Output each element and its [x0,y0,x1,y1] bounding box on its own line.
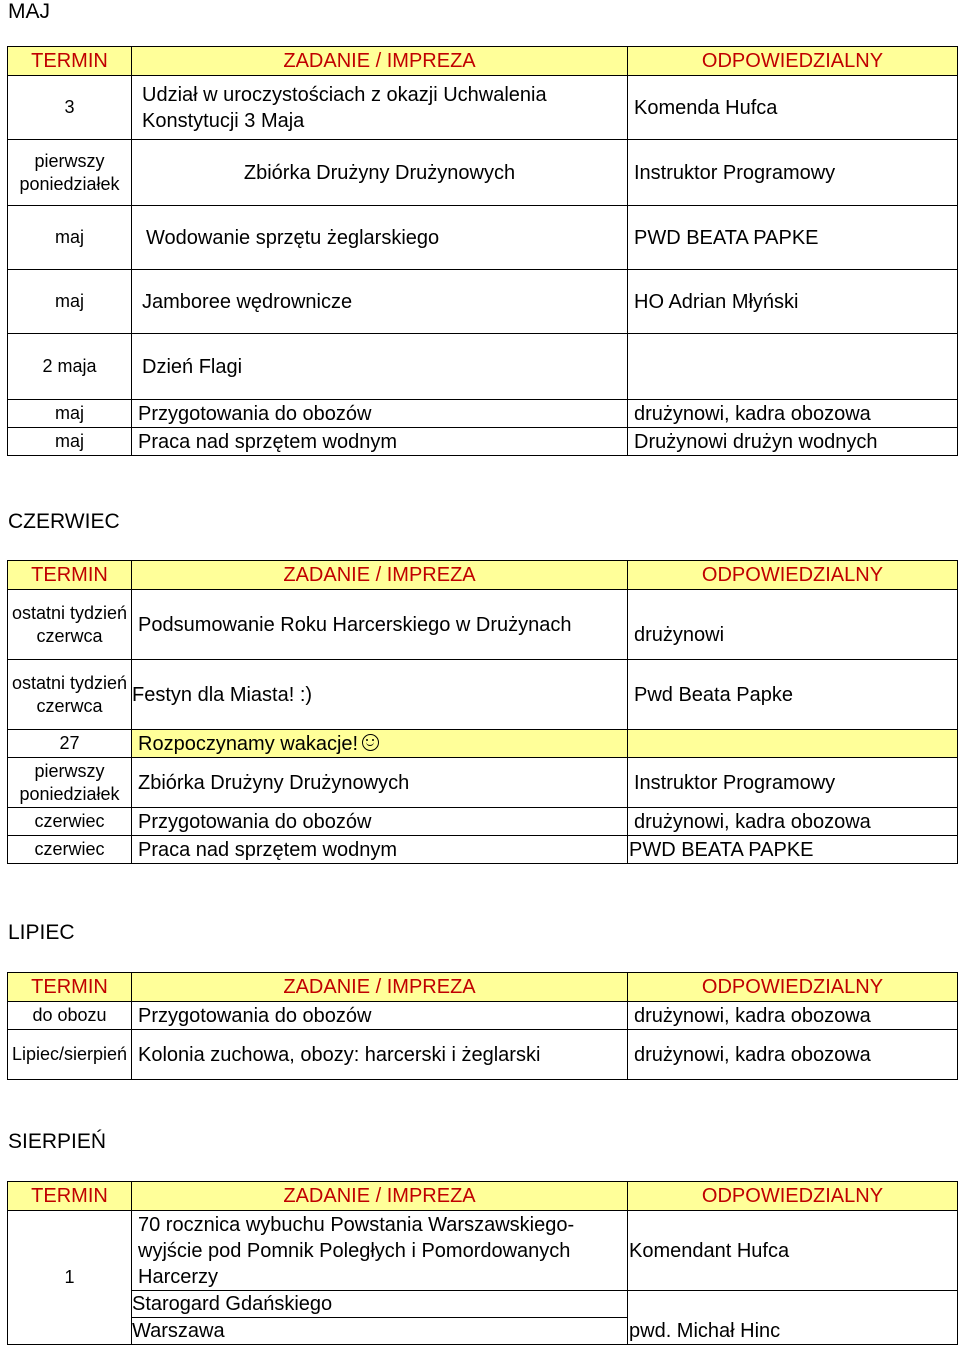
cell-zadanie-text: Rozpoczynamy wakacje! [138,732,359,755]
table-row [8,400,958,428]
header-termin: TERMIN [8,561,132,590]
cell-odpowiedzialny: drużynowi, kadra obozowa [628,808,958,836]
cell-termin: do obozu [8,1002,132,1030]
month-title-sierpien: SIERPIEŃ [8,1130,107,1153]
cell-zadanie: Praca nad sprzętem wodnym [132,836,628,864]
cell-zadanie: Przygotowania do obozów [132,808,628,836]
header-termin: TERMIN [8,973,132,1002]
cell-termin: maj [8,400,132,428]
table-row [8,660,958,730]
table-row [8,428,958,456]
header-termin: TERMIN [8,47,132,76]
cell-termin: 27 [8,730,132,758]
month-title-lipiec: LIPIEC [8,921,75,944]
header-odpowiedzialny: ODPOWIEDZIALNY [628,561,958,590]
table-row [8,590,958,660]
table-row [8,76,958,140]
cell-zadanie: Jamboree wędrownicze [132,270,628,334]
cell-odpowiedzialny: drużynowi, kadra obozowa [628,1030,958,1080]
cell-zadanie: Podsumowanie Roku Harcerskiego w Drużynach [132,590,628,660]
table-row [8,836,958,864]
cell-termin: ostatni tydzień czerwca [8,660,132,730]
table-row [8,206,958,270]
table-header [8,1182,958,1211]
cell-zadanie: Udział w uroczystościach z okazji Uchwalenia Konstytucji 3 Maja [132,76,628,140]
table-row [8,270,958,334]
table-row [8,1211,958,1291]
table-row [8,1291,958,1318]
cell-zadanie: Praca nad sprzętem wodnym [132,428,628,456]
cell-odpowiedzialny: Drużynowi drużyn wodnych [628,428,958,456]
cell-zadanie: Warszawa [132,1318,628,1345]
table-row [8,758,958,808]
smiley-icon [362,734,379,751]
cell-odpowiedzialny: Instruktor Programowy [628,758,958,808]
cell-termin: Lipiec/sierpień [8,1030,132,1080]
cell-termin: maj [8,270,132,334]
cell-zadanie: Dzień Flagi [132,334,628,400]
cell-odpowiedzialny: Pwd Beata Papke [628,660,958,730]
cell-odpowiedzialny: HO Adrian Młyński [628,270,958,334]
cell-odpowiedzialny: Instruktor Programowy [628,140,958,206]
cell-termin: czerwiec [8,836,132,864]
cell-zadanie: Kolonia zuchowa, obozy: harcerski i żeglarski [132,1030,628,1080]
cell-termin: 2 maja [8,334,132,400]
cell-odpowiedzialny [628,334,958,400]
table-row [8,1002,958,1030]
header-termin: TERMIN [8,1182,132,1211]
cell-termin: czerwiec [8,808,132,836]
table-row [8,334,958,400]
cell-termin: 1 [8,1211,132,1345]
month-title-maj: MAJ [8,0,50,23]
table-row [8,730,958,758]
header-zadanie: ZADANIE / IMPREZA [132,47,628,76]
cell-odpowiedzialny: drużynowi, kadra obozowa [628,400,958,428]
cell-odpowiedzialny: Komendant Hufca [628,1211,958,1291]
table-header [8,561,958,590]
cell-zadanie: Festyn dla Miasta! :) [132,660,628,730]
schedule-table-sierpien [7,1181,958,1345]
cell-termin: maj [8,428,132,456]
cell-zadanie: Zbiórka Drużyny Drużynowych [132,140,628,206]
table-row [8,140,958,206]
cell-termin: 3 [8,76,132,140]
cell-termin: pierwszy poniedziałek [8,140,132,206]
cell-zadanie: Przygotowania do obozów [132,1002,628,1030]
cell-zadanie [132,730,628,758]
schedule-table-maj [7,46,958,456]
month-title-czerwiec: CZERWIEC [8,510,120,533]
table-header [8,973,958,1002]
cell-odpowiedzialny: drużynowi, kadra obozowa [628,1002,958,1030]
cell-odpowiedzialny: PWD BEATA PAPKE [628,206,958,270]
schedule-table-lipiec [7,972,958,1080]
header-zadanie: ZADANIE / IMPREZA [132,561,628,590]
cell-odpowiedzialny [628,730,958,758]
cell-termin: pierwszy poniedziałek [8,758,132,808]
cell-odpowiedzialny: pwd. Michał Hinc [628,1291,958,1345]
table-row [8,1030,958,1080]
cell-zadanie: Zbiórka Drużyny Drużynowych [132,758,628,808]
cell-termin: maj [8,206,132,270]
cell-odpowiedzialny: Komenda Hufca [628,76,958,140]
header-zadanie: ZADANIE / IMPREZA [132,973,628,1002]
header-odpowiedzialny: ODPOWIEDZIALNY [628,973,958,1002]
cell-termin: ostatni tydzień czerwca [8,590,132,660]
cell-zadanie: Wodowanie sprzętu żeglarskiego [132,206,628,270]
header-odpowiedzialny: ODPOWIEDZIALNY [628,1182,958,1211]
cell-zadanie: 70 rocznica wybuchu Powstania Warszawskiego- wyjście pod Pomnik Poległych i Pomordowanych Harcerzy [132,1211,628,1291]
cell-odpowiedzialny: PWD BEATA PAPKE [628,836,958,864]
schedule-table-czerwiec [7,560,958,864]
table-header [8,47,958,76]
cell-odpowiedzialny: drużynowi [628,590,958,660]
table-row [8,808,958,836]
cell-zadanie: Przygotowania do obozów [132,400,628,428]
cell-zadanie: Starogard Gdańskiego [132,1291,628,1318]
header-zadanie: ZADANIE / IMPREZA [132,1182,628,1211]
header-odpowiedzialny: ODPOWIEDZIALNY [628,47,958,76]
